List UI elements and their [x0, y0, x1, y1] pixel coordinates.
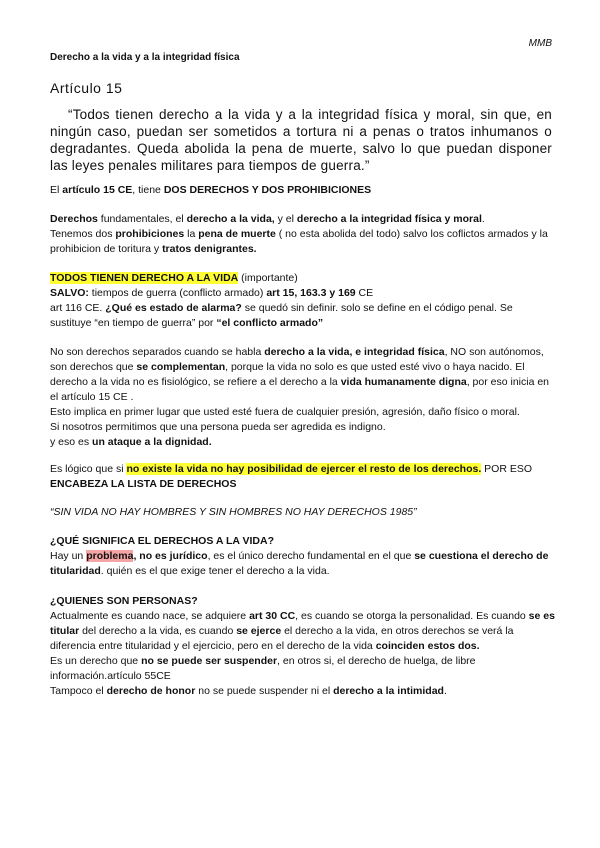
highlight-problema: problema [86, 550, 134, 562]
paragraph-es-logico: Es lógico que si no existe la vida no hay posibilidad de ejercer el resto de los derechos. POR ESO ENCABEZA LA LISTA DE DERECHOS [50, 463, 533, 490]
document-title: Derecho a la vida y a la integridad física [50, 52, 240, 63]
section-quienes-son: ¿QUIENES SON PERSONAS? Actualmente es cuando nace, se adquiere art 30 CC, es cuando se otorga la personalidad. Es cuando se es titular del derecho a la vida, es cuando se ejerce el derecho a la vida, en otros derechos se verá la diferencia entre titularidad y el ejercicio, pero en el derecho de la vida coinciden estos dos. Es un derecho que no se puede ser suspender, en otros si, el derecho de huelga, de libre información.artículo 55CE Tampoco el derecho de honor no se puede suspender ni el derecho a la intimidad. [50, 595, 555, 697]
paragraph-todos-tienen: TODOS TIENEN DERECHO A LA VIDA (importante) SALVO: tiempos de guerra (conflicto armado) art 15, 163.3 y 169 CE art 116 CE. ¿Qué es estado de alarma? se quedó sin definir. solo se define en el código penal. Se sustituye “en tiempo de guerra” por “el conflicto armado” [50, 272, 513, 329]
author-initials: MMB [528, 38, 552, 49]
quote-sin-vida: “SIN VIDA NO HAY HOMBRES Y SIN HOMBRES NO HAY DERECHOS 1985” [50, 506, 417, 518]
paragraph-derechos: Derechos fundamentales, el derecho a la vida, y el derecho a la integridad física y moral. Tenemos dos prohibiciones la pena de muerte ( no esta abolida del todo) salvo los coflictos armados y la prohibicion de toritura y tratos denigrantes. [50, 213, 548, 255]
article-quote: “Todos tienen derecho a la vida y a la integridad física y moral, sin que, en ningún caso, puedan ser sometidos a tortura ni a penas o tratos inhumanos o degradantes. Queda abolida la pena de muerte, salvo lo que puedan disponer las leyes penales militares para tiempos de guerra.” [50, 107, 552, 173]
highlight-no-existe-vida: no existe la vida no hay posibilidad de ejercer el resto de los derechos. [126, 463, 482, 475]
section-heading: ¿QUIENES SON PERSONAS? [50, 595, 198, 607]
paragraph-no-son-separados: No son derechos separados cuando se habla derecho a la vida, e integridad física, NO son autónomos, son derechos que se complementan, porque la vida no solo es que usted esté vivo o haya nacido. El derecho a la vida no es fisiológico, se refiere a el derecho a la vida humanamente digna, por eso inicia en el artículo 15 CE . Esto implica en primer lugar que usted esté fuera de cualquier presión, agresión, daño físico o moral. Si nosotros permitimos que una persona pueda ser agredida es indigno. y eso es un ataque a la dignidad. [50, 346, 550, 448]
paragraph-intro: El artículo 15 CE, tiene DOS DERECHOS Y DOS PROHIBICIONES [50, 184, 372, 196]
highlight-todos-tienen: TODOS TIENEN DERECHO A LA VIDA [50, 272, 239, 284]
article-heading: Artículo 15 [50, 80, 123, 96]
section-que-significa: ¿QUÉ SIGNIFICA EL DERECHOS A LA VIDA? Hay un problema, no es jurídico, es el único derecho fundamental en el que se cuestiona el derecho de titularidad. quién es el que exige tener el derecho a la vida. [50, 535, 549, 577]
section-heading: ¿QUÉ SIGNIFICA EL DERECHOS A LA VIDA? [50, 535, 275, 547]
